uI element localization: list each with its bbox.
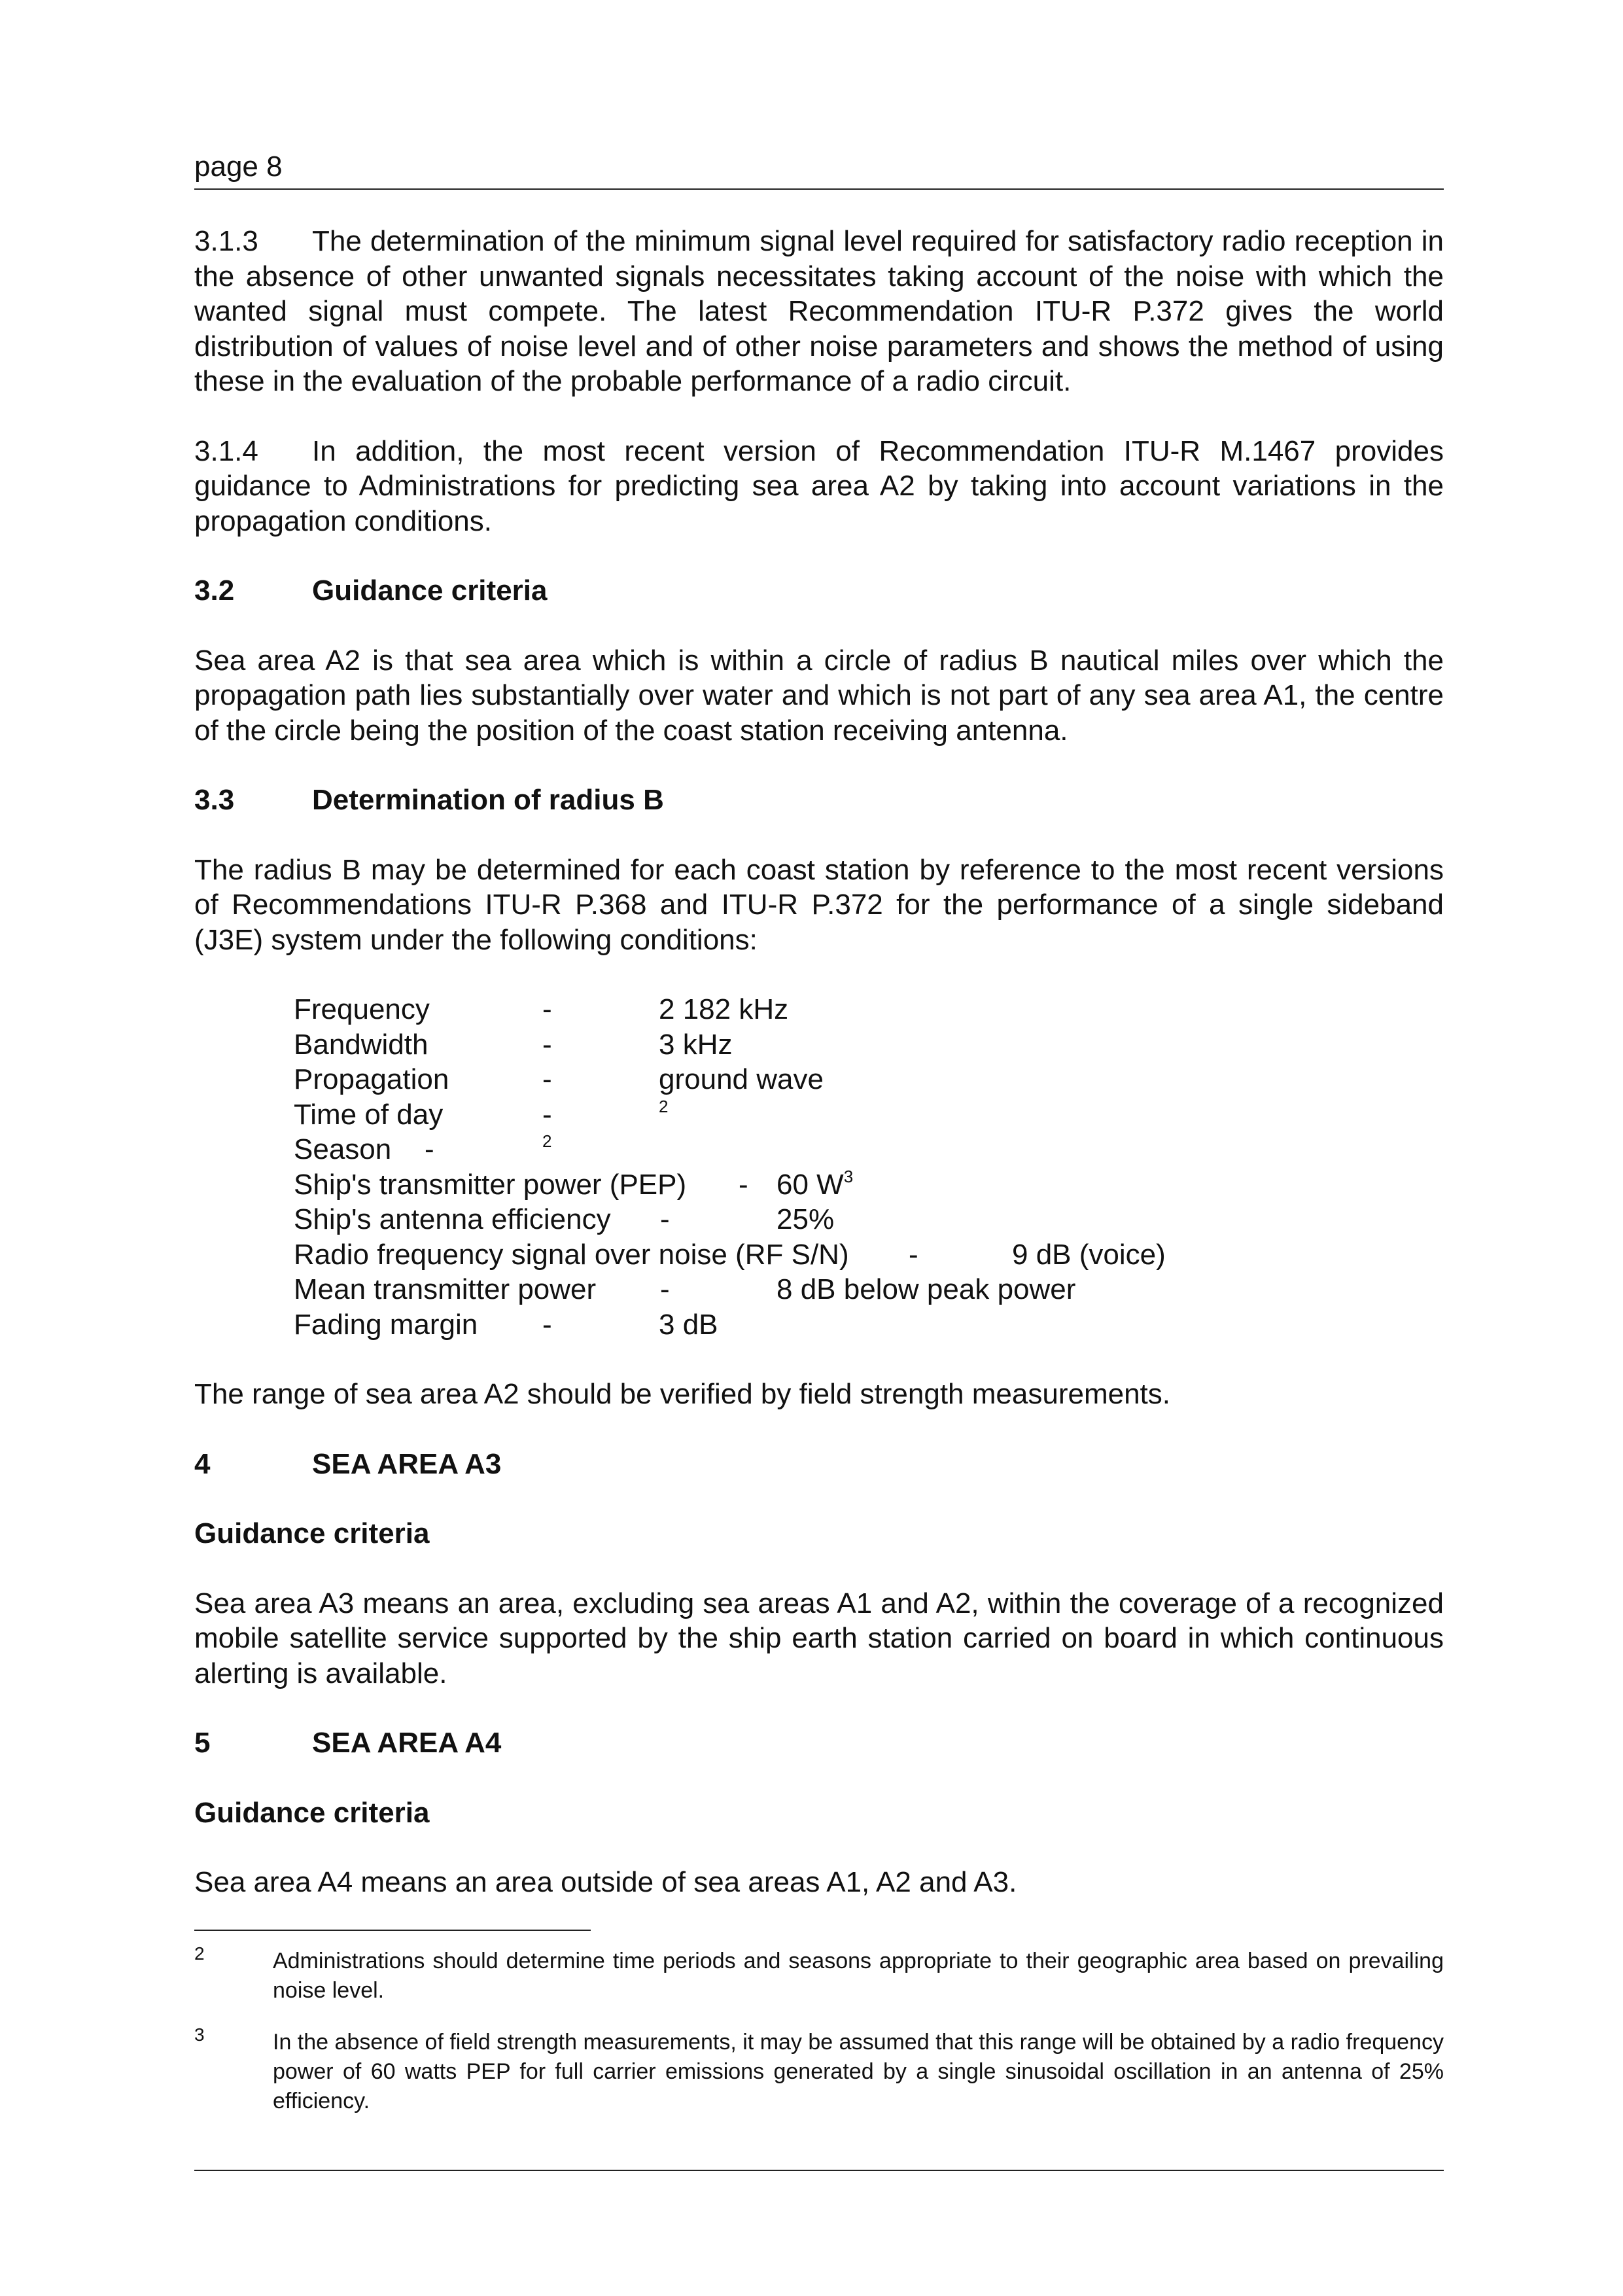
condition-dash: -: [542, 1308, 552, 1341]
section-number: 4: [194, 1447, 211, 1480]
condition-label: Mean transmitter power: [294, 1273, 597, 1305]
footnote-ref[interactable]: 3: [843, 1166, 854, 1186]
paragraph-3-1-3: [194, 224, 1444, 399]
conditions-list: [294, 992, 1444, 1342]
range-verification-text: The range of sea area A2 should be verified by field strength measurements.: [194, 1378, 1170, 1410]
paragraph-3-3-body: The radius B may be determined for each coast station by reference to the most recent versions of Recommendations ITU-R P.368 and ITU-R P.372 for the performance of a single sideband (J3E) system under the following conditions:: [194, 853, 1444, 956]
section-number: 5: [194, 1727, 211, 1759]
condition-value: 3 dB: [659, 1308, 718, 1341]
condition-value: 25%: [777, 1203, 835, 1235]
page-number: page 8: [194, 150, 283, 183]
footnote-ref[interactable]: 2: [542, 1131, 552, 1151]
condition-dash: -: [542, 1063, 552, 1095]
section-number: 3.2: [194, 574, 235, 607]
condition-label: Frequency: [294, 993, 430, 1025]
condition-value: ground wave: [659, 1063, 824, 1095]
footnote-2: [194, 1943, 1444, 2005]
subheading-guidance-criteria-a3: Guidance criteria: [194, 1517, 430, 1549]
condition-value: 2 182 kHz: [659, 993, 789, 1025]
section-title: SEA AREA A3: [312, 1447, 502, 1480]
condition-label: Propagation: [294, 1063, 449, 1095]
page-header: [194, 149, 1444, 190]
condition-dash: -: [909, 1238, 918, 1271]
paragraph-3-1-4: [194, 434, 1444, 539]
condition-dash: -: [660, 1203, 670, 1235]
paragraph-text: The determination of the minimum signal level required for satisfactory radio reception in the absence of other unwanted signals necessitates taking account of the noise with which the wanted signal must compete. The latest Recommendation ITU-R P.372 gives the world distribution of values of noise level and of other noise parameters and shows the method of using these in the evaluation of the probable performance of a radio circuit.: [194, 225, 1444, 397]
paragraph-number: 3.1.4: [194, 434, 258, 467]
section-title: Guidance criteria: [312, 574, 548, 607]
condition-value: [777, 1167, 853, 1203]
footnote-3: [194, 2024, 1444, 2116]
condition-label: Radio frequency signal over noise (RF S/N): [294, 1238, 849, 1271]
condition-label: Bandwidth: [294, 1028, 428, 1061]
footnote-text: In the absence of field strength measurements, it may be assumed that this range will be obtained by a radio frequency power of 60 watts PEP for full carrier emissions generated by a single sinusoidal oscillation in an antenna of 25% efficiency.: [273, 2030, 1444, 2113]
condition-dash: -: [542, 1028, 552, 1061]
footnotes: [194, 1943, 1444, 2116]
condition-dash: -: [739, 1168, 748, 1201]
condition-dash: -: [542, 993, 552, 1025]
footnote-mark: 2: [194, 1943, 205, 1964]
condition-value: 3 kHz: [659, 1028, 733, 1061]
condition-value: [542, 1132, 551, 1167]
page-bottom-rule: [194, 2170, 1444, 2171]
condition-label: Time of day: [294, 1098, 444, 1131]
section-heading-3-2: [194, 573, 1444, 609]
condition-value-text: 60 W: [777, 1168, 844, 1201]
section-title: SEA AREA A4: [312, 1727, 502, 1759]
condition-dash: -: [660, 1273, 670, 1305]
condition-label: Fading margin: [294, 1308, 478, 1341]
section-title: Determination of radius B: [312, 784, 664, 816]
condition-dash: -: [542, 1098, 552, 1131]
paragraph-3-2-body: Sea area A2 is that sea area which is within a circle of radius B nautical miles over which the propagation path lies substantially over water and which is not part of any sea area A1, the centre of the circle being the position of the coast station receiving antenna.: [194, 644, 1444, 747]
section-heading-3-3: [194, 783, 1444, 818]
condition-label: Ship's antenna efficiency: [294, 1203, 611, 1235]
condition-value: 9 dB (voice): [1012, 1238, 1166, 1271]
condition-label: Season: [294, 1133, 392, 1165]
condition-value: 8 dB below peak power: [777, 1273, 1076, 1305]
section-heading-4: [194, 1447, 1444, 1482]
paragraph-sea-area-a3: Sea area A3 means an area, excluding sea areas A1 and A2, within the coverage of a recognized mobile satellite service supported by the ship earth station carried on board in which continuous alerting is available.: [194, 1587, 1444, 1689]
condition-value: [659, 1097, 668, 1133]
footnote-ref[interactable]: 2: [659, 1096, 669, 1116]
paragraph-sea-area-a4: Sea area A4 means an area outside of sea areas A1, A2 and A3.: [194, 1866, 1017, 1898]
paragraph-number: 3.1.3: [194, 225, 258, 257]
condition-dash: -: [425, 1133, 434, 1165]
subheading-guidance-criteria-a4: Guidance criteria: [194, 1796, 430, 1829]
document-page: [194, 149, 1444, 1900]
footnote-text: Administrations should determine time periods and seasons appropriate to their geographic area based on prevailing noise level.: [273, 1949, 1444, 2003]
paragraph-text: In addition, the most recent version of Recommendation ITU-R M.1467 provides guidance to Administrations for predicting sea area A2 by taking into account variations in the propagation conditions.: [194, 434, 1444, 537]
footnote-separator: [194, 1930, 591, 1931]
section-number: 3.3: [194, 784, 235, 816]
footnote-mark: 3: [194, 2024, 205, 2045]
condition-label: Ship's transmitter power (PEP): [294, 1168, 687, 1201]
section-heading-5: [194, 1725, 1444, 1761]
